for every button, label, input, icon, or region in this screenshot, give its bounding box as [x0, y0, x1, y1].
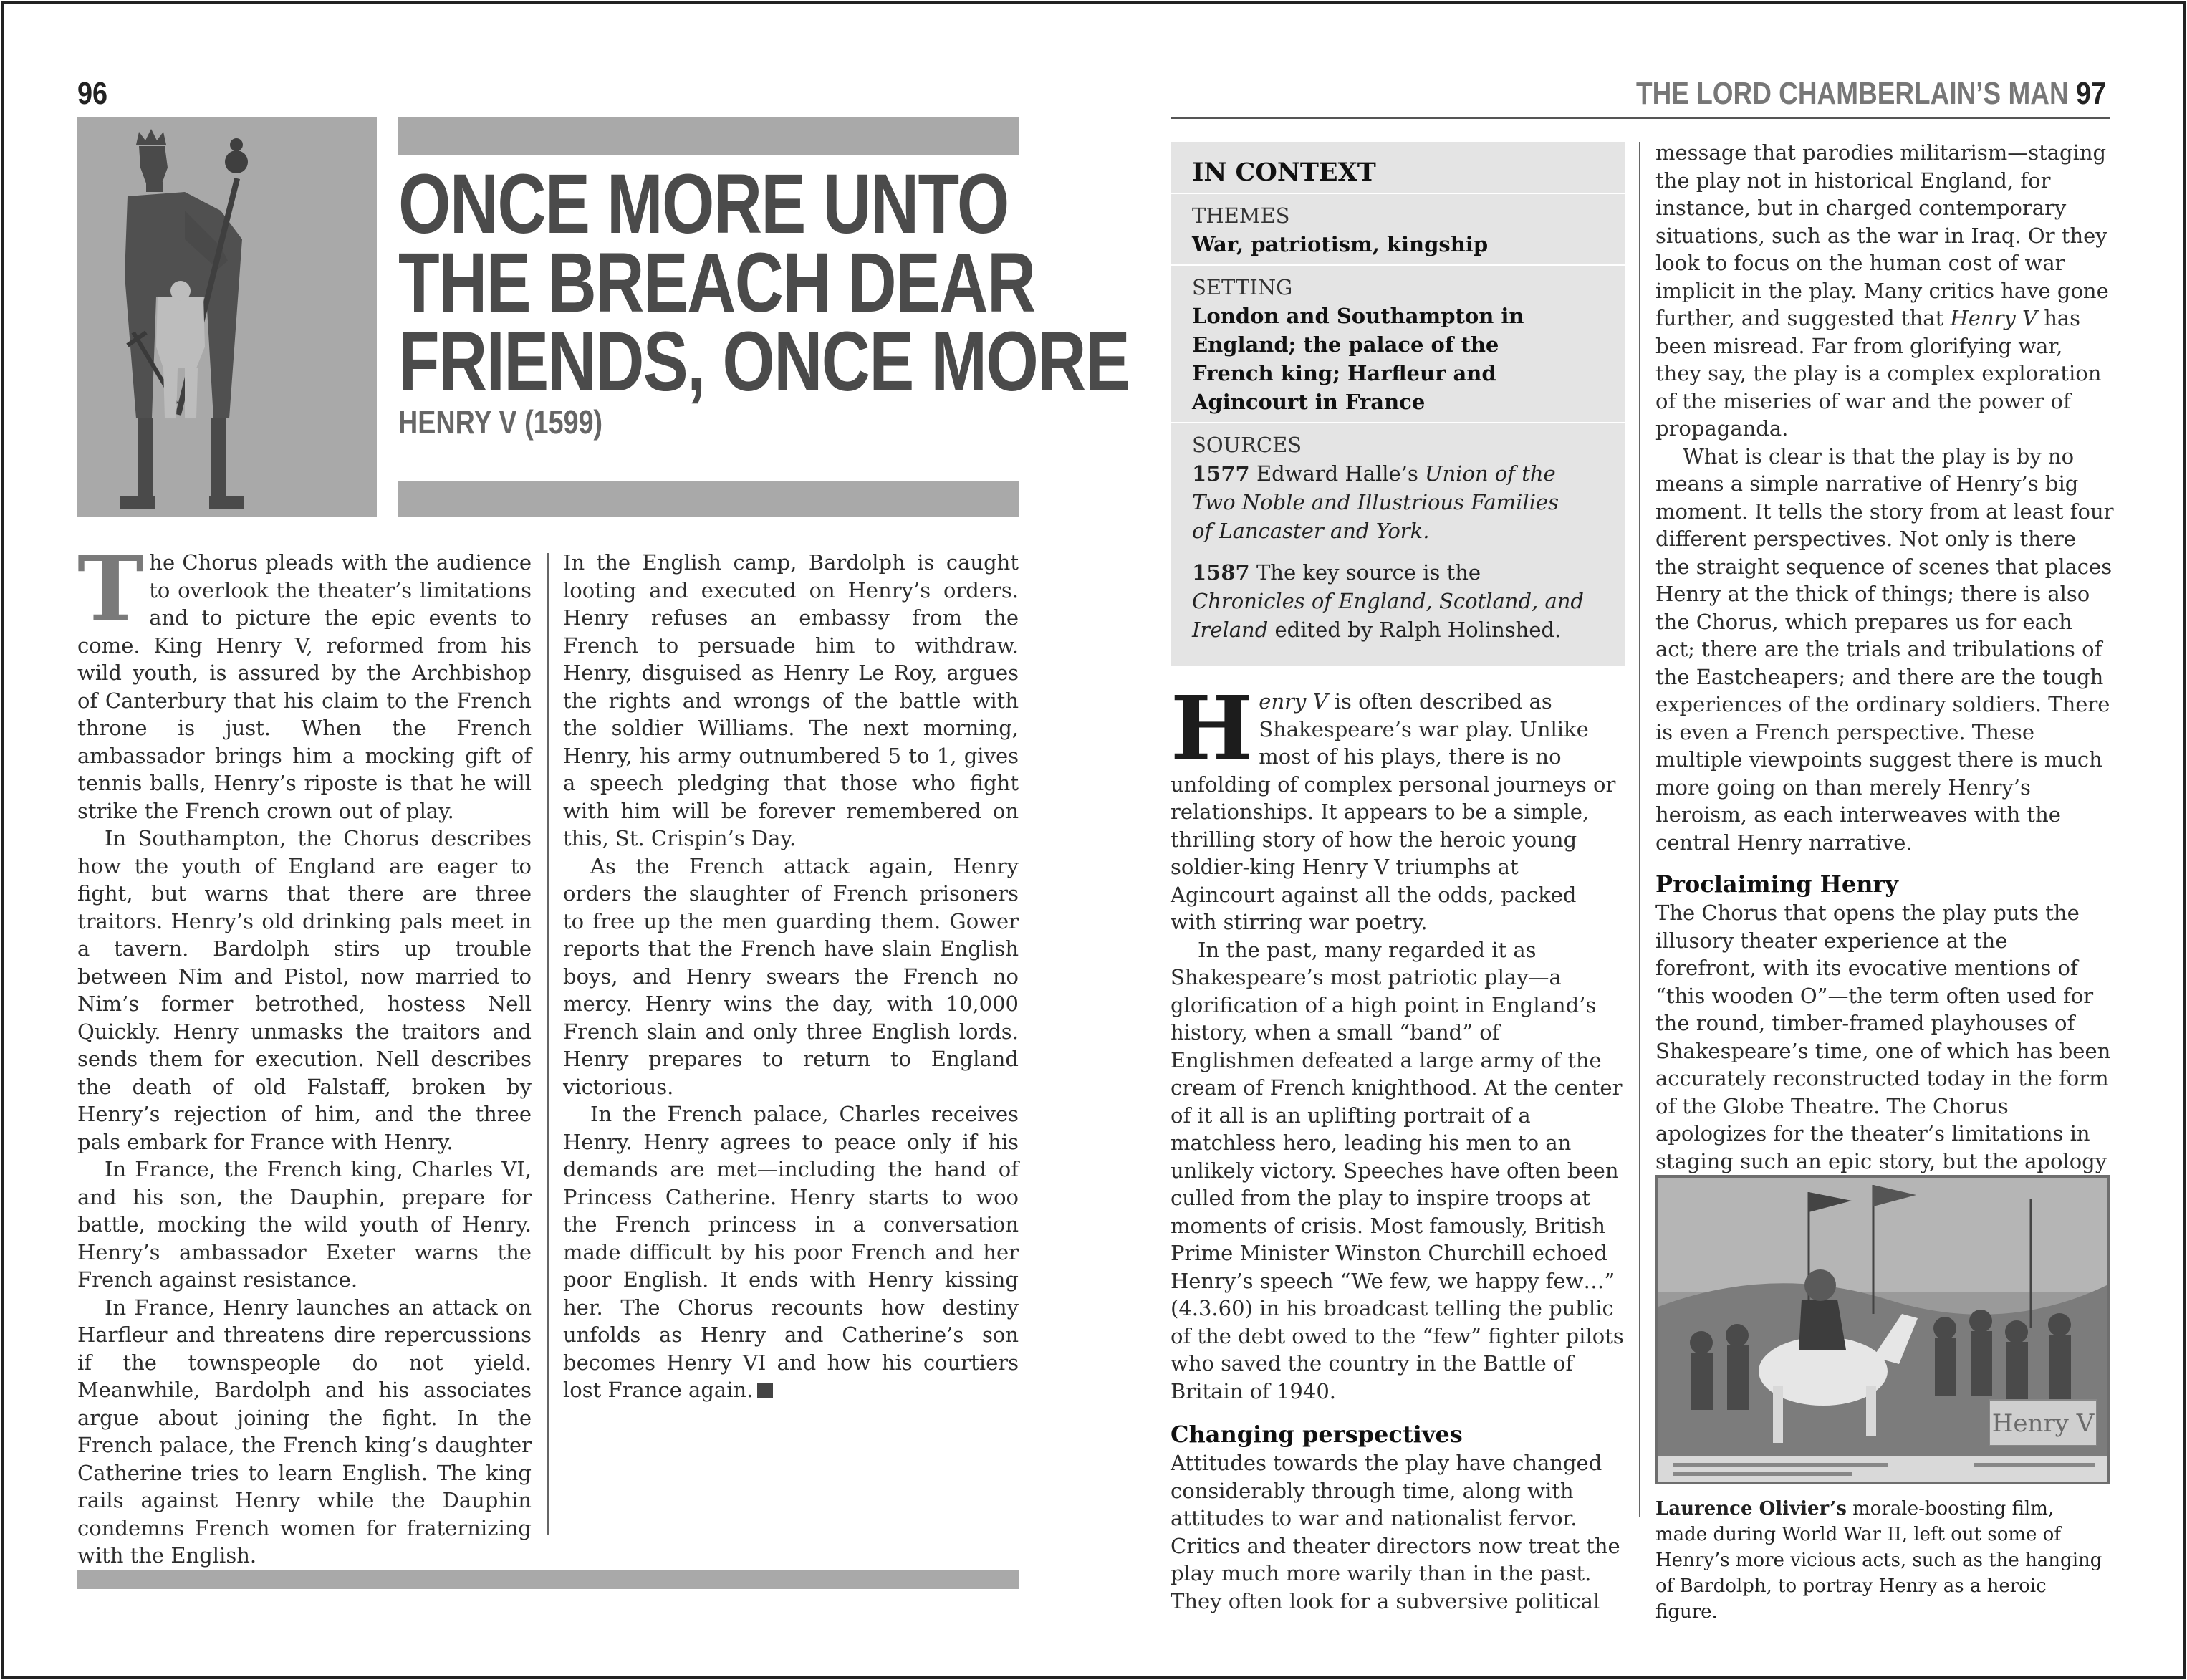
battle-scene-icon: [1658, 1178, 2107, 1482]
header-rule: [1171, 117, 2110, 119]
synopsis-paragraph: [563, 1100, 1019, 1404]
column-divider: [547, 553, 549, 1535]
source-1-year: 1577: [1192, 461, 1250, 486]
footer-bar: [77, 1570, 1019, 1589]
box-divider: [1171, 193, 1625, 194]
essay-column-2: [1655, 139, 2114, 1230]
end-mark-icon: [757, 1383, 773, 1398]
source-2-year: 1587: [1192, 560, 1250, 585]
king-figure-icon: [77, 117, 377, 517]
setting-value: London and Southampton in England; the palace of the French king; Harfleur and Agincourt in France: [1192, 304, 1524, 414]
essay-paragraph: [1655, 139, 2114, 443]
paragraph-text: he Chorus pleads with the audience to overlook the theater’s limitations and to picture the epic events to come. King Henry V, reformed from his wild youth, is assured by the Archbishop of Canterbury that his claim to the French throne is just. When the French ambassador brings him a mocking gift of tennis balls, Henry’s riposte is that he will strike the French crown out of play.: [77, 550, 532, 823]
paragraph-text: message that parodies militarism—staging the play not in historical England, for instance, but in charged contemporary situations, such as the war in Iraq. Or they look to focus on the human cost of war implicit in the play. Many critics have gone further, and suggested that: [1655, 140, 2109, 330]
essay-paragraph: [1171, 676, 1625, 936]
box-divider: [1171, 264, 1625, 266]
king-illustration: [77, 117, 377, 517]
source-1-title: Union of the Two Noble and Illustrious Families of Lancaster and York.: [1192, 461, 1559, 543]
chapter-title: [398, 157, 1130, 441]
title-line-2: THE BREACH DEAR: [398, 236, 1035, 330]
essay-paragraph: Attitudes towards the play have changed considerably through time, along with attitudes to war and nationalist fervor. Critics and theater directors now treat the play much more warily than in the past. They often look for a subversive political: [1171, 1451, 1620, 1613]
synopsis-paragraph: In the English camp, Bardolph is caught looting and executed on Henry’s orders. Henry refuses an embassy from the French to persuade him to withdraw. Henry, disguised as Henry Le Roy, argues the rights and wrongs of the battle with the soldier Williams. The next morning, Henry, his army outnumbered 5 to 1, gives a speech pledging that those who fight with him will be forever remembered on this, St. Crispin’s Day.: [563, 550, 1019, 850]
subhead-changing-perspectives: Changing perspectives: [1171, 1421, 1463, 1448]
caption-text: morale-boosting film, made during World War II, left out some of Henry’s more vicious acts, such as the hanging of Bardolph, to portray Henry as a heroic figure.: [1655, 1498, 2102, 1623]
subhead-proclaiming-henry: Proclaiming Henry: [1655, 870, 1898, 898]
film-poster-image: [1655, 1175, 2110, 1484]
paragraph-text: has been misread. Far from glorifying war, they say, the play is a complex exploration of the miseries of war and the power of propaganda.: [1655, 306, 2102, 441]
in-context-box: [1171, 142, 1625, 666]
synopsis-column-1: [77, 537, 532, 1570]
setting-label: SETTING: [1192, 275, 1293, 299]
left-page-number: 96: [77, 76, 108, 111]
source-2-text-end: edited by Ralph Holinshed.: [1274, 618, 1562, 642]
source-2-text: The key source is the: [1256, 560, 1481, 585]
drop-cap-h: H: [1171, 676, 1254, 779]
source-2-title: Chronicles of England, Scotland, and Ireland: [1192, 589, 1584, 642]
essay-paragraph: In the past, many regarded it as Shakespeare’s most patriotic play—a glorification of a high point in England’s history, when a small “band” of Englishmen defeated a large army of the cream of French knighthood. At the center of it all is an uplifting portrait of a matchless hero, leading his men to an unlikely victory. Speeches have often been culled from the play to inspire troops at moments of crisis. Most famously, British Prime Minister Winston Churchill echoed Henry’s speech “We few, we happy few…” (4.3.60) in his broadcast telling the public of the debt owed to the “few” fighter pilots who saved the country in the Battle of Britain of 1940.: [1171, 937, 1624, 1403]
synopsis-column-2: [563, 549, 1019, 1404]
synopsis-paragraph: In France, Henry launches an attack on Harfleur and threatens dire repercussions if the townspeople do not yield. Meanwhile, Bardolph and his associates argue about joining the fight. In the French palace, the French king’s daughter Catherine tries to learn English. The king rails against Henry while the Dauphin condemns French women for fraternizing with the English.: [77, 1295, 532, 1568]
box-divider: [1171, 422, 1625, 423]
source-1: [1192, 459, 1579, 545]
paragraph-text: The Chorus that opens the play puts the illusory theater experience at the forefront, with its evocative mentions of “this wooden O”—the term often used for the round, timber-framed playhouses of Shakespeare’s time, one of which has been accurately reconstructed today in the form of the Globe Theatre. The Chorus apologizes for the theater’s limitations in staging such an epic story, but the apology: [1655, 901, 2111, 1173]
chapter-subtitle: HENRY V (1599): [398, 403, 603, 441]
synopsis-paragraph: In Southampton, the Chorus describes how the youth of England are eager to fight, but warns that there are three traitors. Henry’s old drinking pals meet in a tavern. Bardolph stirs up trouble between Nim and Pistol, now married to Nim’s former betrothed, hostess Nell Quickly. Henry unmasks the traitors and sends them for execution. Nell describes the death of old Falstaff, broken by Henry’s rejection of him, and the three pals embark for France with Henry.: [77, 826, 532, 1154]
title-bar-top: [398, 117, 1019, 155]
themes-value: War, patriotism, kingship: [1192, 232, 1489, 256]
in-context-title: IN CONTEXT: [1192, 158, 1376, 187]
column-divider: [1639, 142, 1640, 1517]
source-2: [1192, 558, 1593, 644]
title-line-3: FRIENDS, ONCE MORE: [398, 315, 1130, 409]
right-page-number: 97: [2076, 76, 2107, 111]
title-line-1: ONCE MORE UNTO: [398, 157, 1009, 251]
paragraph-text: In the French palace, Charles receives Henry. Henry agrees to peace only if his demands are met—including the hand of Princess Catherine. Henry starts to woo the French princess in a conversation made difficult by his poor French and her poor English. It ends with Henry kissing her. The Chorus recounts how destiny unfolds as Henry and Catherine’s son becomes Henry VI and how his courtiers lost France again.: [563, 1102, 1019, 1402]
caption-bold: Laurence Olivier’s: [1655, 1498, 1847, 1520]
themes-label: THEMES: [1192, 203, 1290, 228]
drop-cap-t: T: [77, 537, 144, 641]
synopsis-paragraph: As the French attack again, Henry orders the slaughter of French prisoners to free up the men guarding them. Gower reports that the French have slain English boys, and Henry swears the French no mercy. Henry wins the day, with 10,000 French slain and only three English lords. Henry prepares to return to England victorious.: [563, 853, 1019, 1099]
synopsis-paragraph: [77, 537, 532, 825]
italic-title: enry V: [1259, 689, 1328, 714]
source-1-text: Edward Halle’s: [1256, 461, 1418, 486]
image-caption: [1655, 1496, 2110, 1625]
poster-title: Henry V: [1991, 1409, 2095, 1438]
essay-paragraph: What is clear is that the play is by no means a simple narrative of Henry’s big moment. It tells the story from at least four different perspectives. Not only is there the straight sequence of scenes that places Henry at the thick of things; there is also the Chorus, which prepares us for each act; there are the trials and tribulations of the Eastcheapers; and there are the tough experiences of the ordinary soldiers. There is even a French perspective. These multiple viewpoints suggest there is much more going on than merely Henry’s heroism, as each interweaves with the central Henry narrative.: [1655, 443, 2114, 855]
essay-column-1: [1171, 676, 1625, 1615]
italic-title: Henry V: [1950, 306, 2037, 330]
paragraph-text: is often described as Shakespeare’s war play. Unlike most of his plays, there is no unfolding of complex personal journeys or relationships. It appears to be a simple, thrilling story of how the heroic young soldier-king Henry V triumphs at Agincourt against all the odds, packed with stirring war poetry.: [1171, 689, 1616, 934]
synopsis-paragraph: In France, the French king, Charles VI, and his son, the Dauphin, prepare for battle, mocking the wild youth of Henry. Henry’s ambassador Exeter warns the French against resistance.: [77, 1157, 532, 1292]
title-bar-bottom: [398, 481, 1019, 517]
sources-label: SOURCES: [1192, 433, 1302, 457]
running-head: THE LORD CHAMBERLAIN’S MAN: [1636, 76, 2069, 111]
